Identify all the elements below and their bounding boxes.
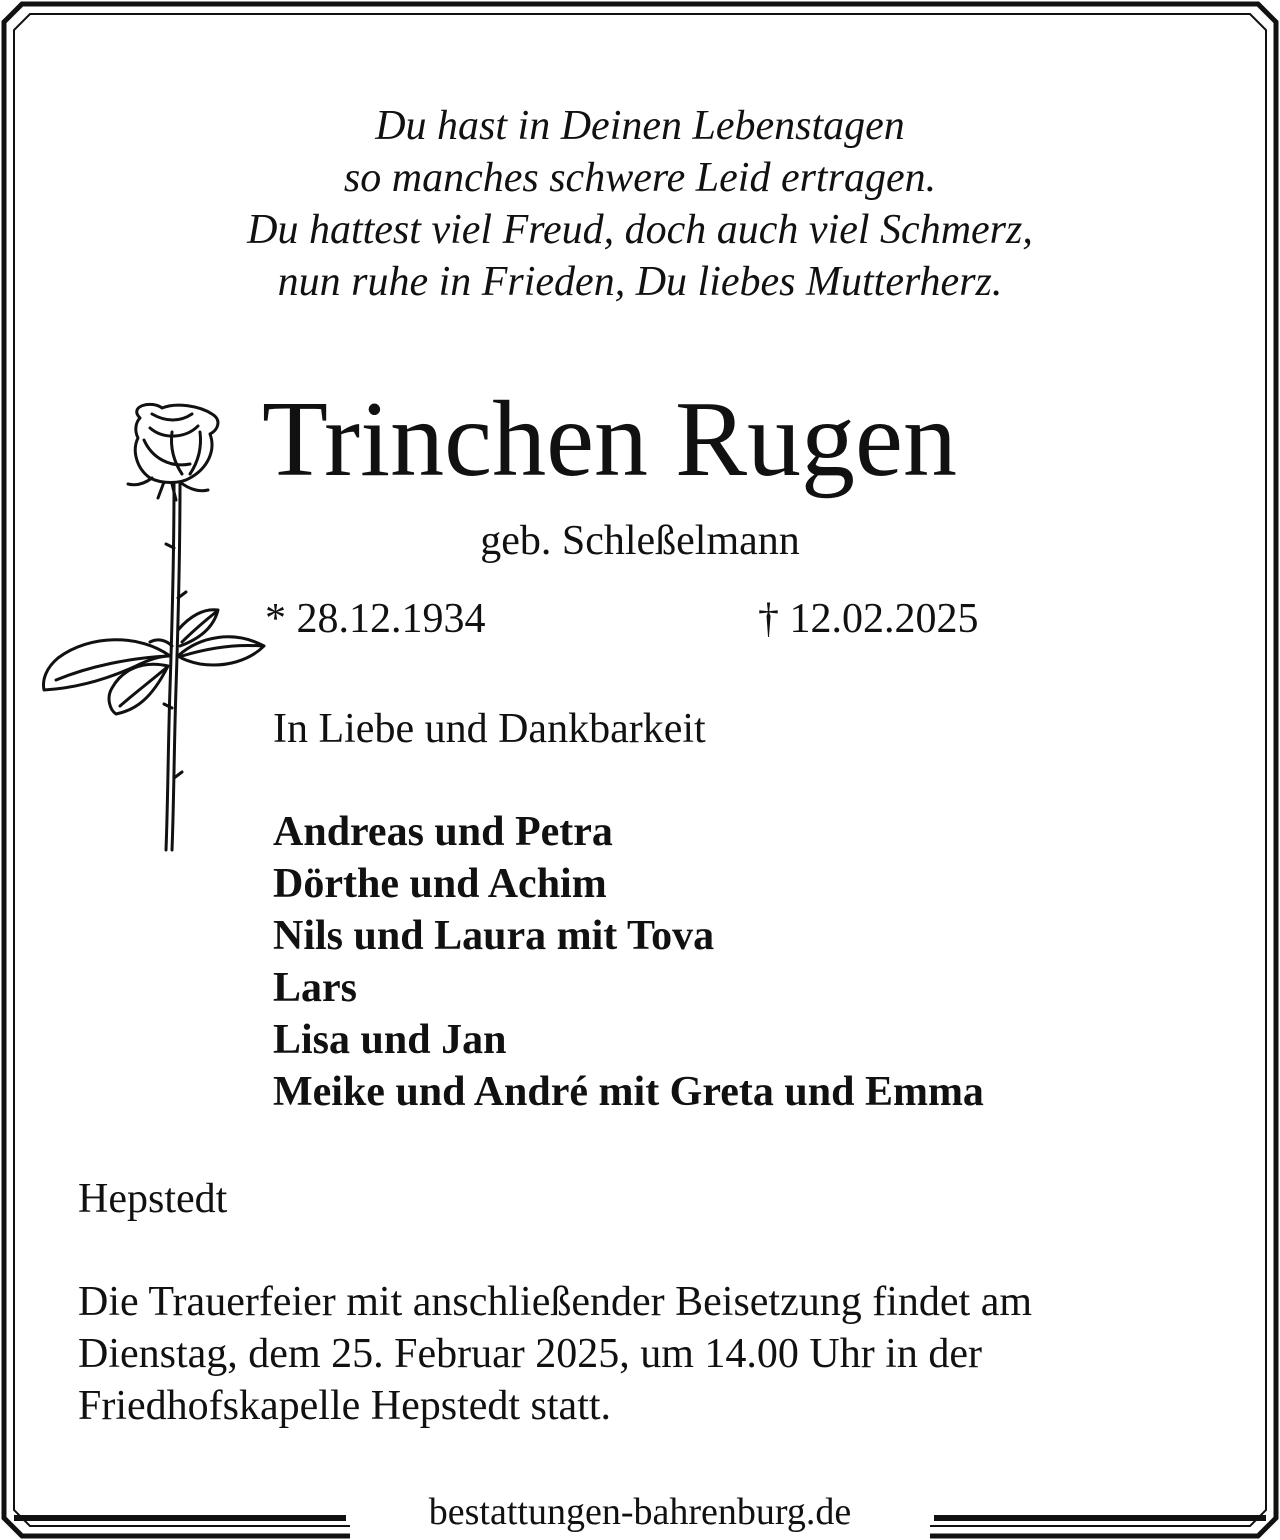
poem-line: Du hast in Deinen Lebenstagen — [375, 103, 905, 149]
birth-date: * 28.12.1934 — [265, 596, 486, 642]
death-date: † 12.02.2025 — [758, 596, 979, 642]
service-line: Friedhofskapelle Hepstedt statt. — [78, 1383, 612, 1429]
poem-line: nun ruhe in Frieden, Du liebes Mutterherz. — [277, 259, 1003, 305]
mourner-item: Meike und André mit Greta und Emma — [273, 1069, 984, 1115]
mourner-item: Lars — [273, 965, 357, 1011]
birth-name: geb. Schleßelmann — [480, 518, 800, 564]
mourner-item: Dörthe und Achim — [273, 861, 607, 907]
thanks-line: In Liebe und Dankbarkeit — [273, 706, 706, 752]
rose-icon — [40, 398, 270, 858]
service-line: Dienstag, dem 25. Februar 2025, um 14.00 Uhr in der — [78, 1331, 983, 1377]
deceased-name: Trinchen Rugen — [262, 380, 957, 499]
footer-website[interactable]: bestattungen-bahrenburg.de — [428, 1491, 852, 1533]
mourner-item: Nils und Laura mit Tova — [273, 913, 715, 959]
service-line: Die Trauerfeier mit anschließender Beisetzung findet am — [78, 1279, 1033, 1325]
mourners-list — [273, 806, 984, 1118]
mourner-item: Lisa und Jan — [273, 1017, 507, 1063]
mourner-item: Andreas und Petra — [273, 809, 613, 855]
poem-line: so manches schwere Leid ertragen. — [343, 155, 937, 201]
service-info — [78, 1276, 1032, 1432]
poem-line: Du hattest viel Freud, doch auch viel Schmerz, — [247, 207, 1033, 253]
place: Hepstedt — [78, 1176, 228, 1222]
poem — [0, 100, 1280, 308]
